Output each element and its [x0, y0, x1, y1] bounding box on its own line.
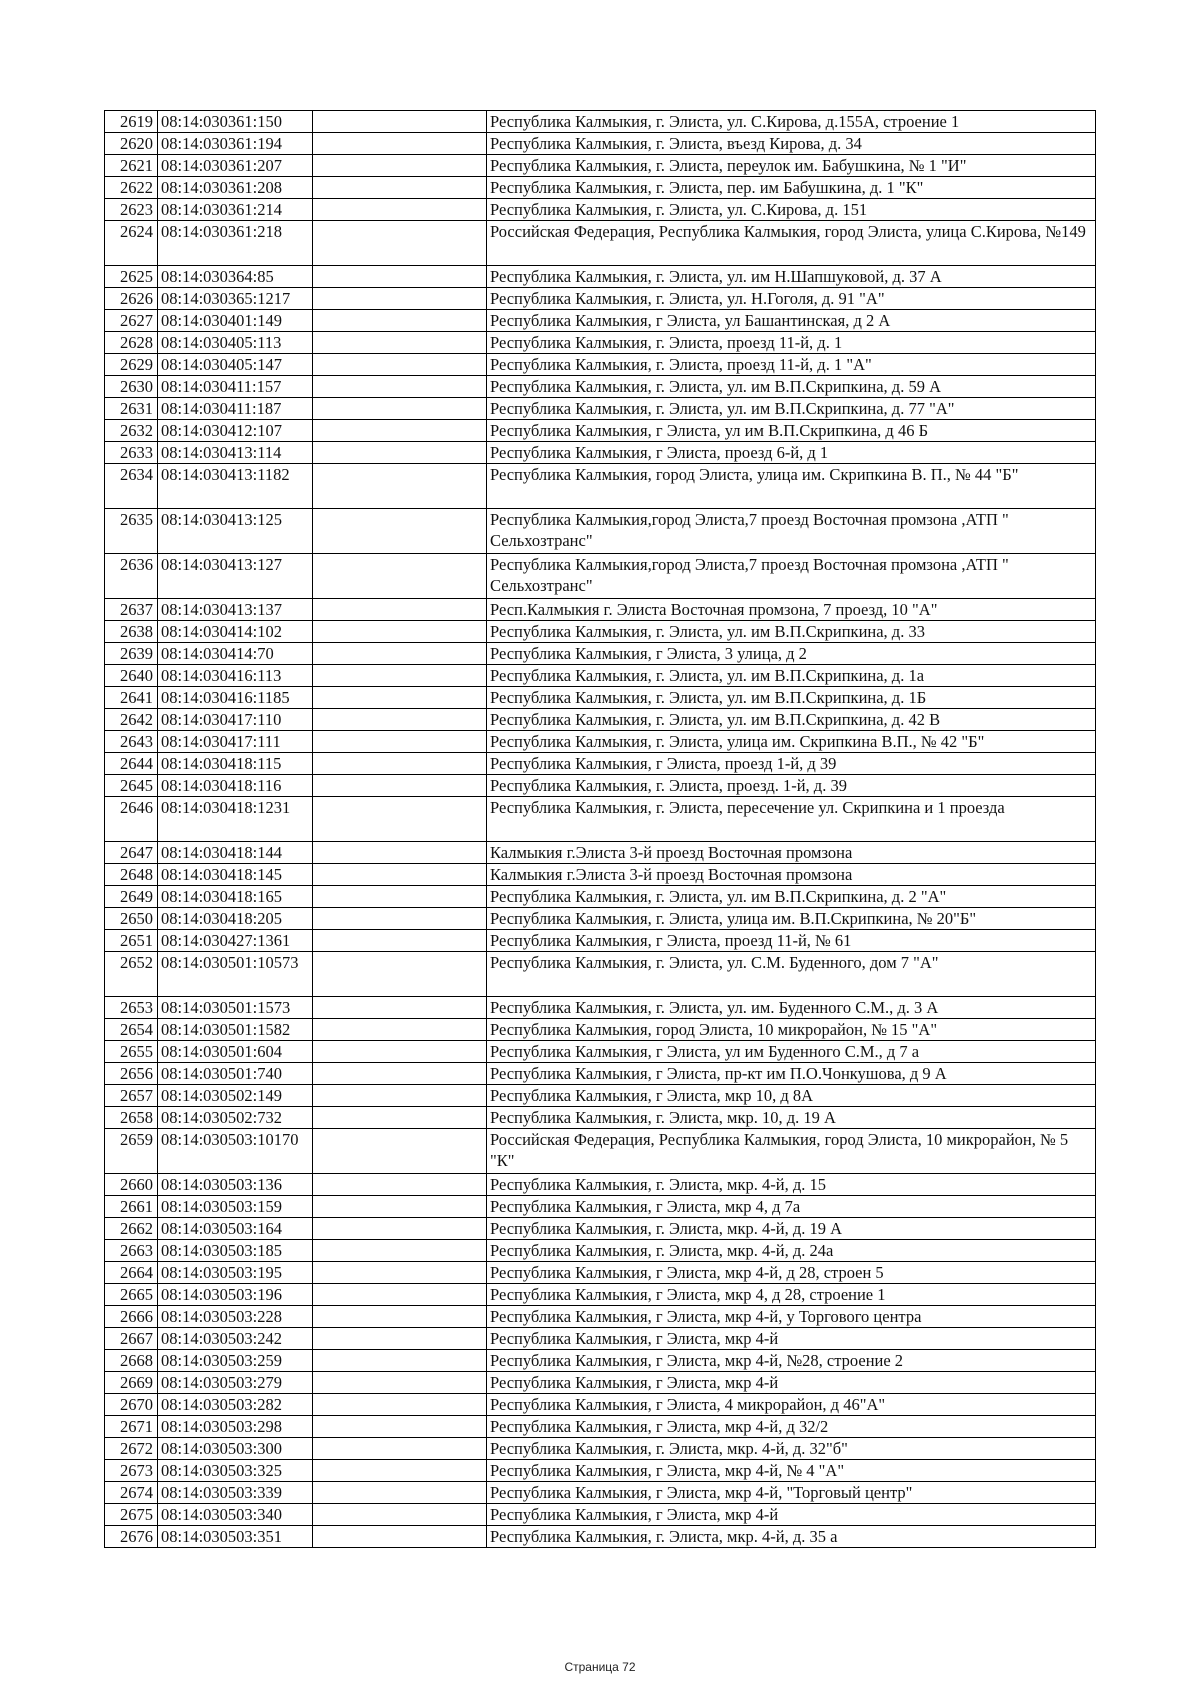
row-number-cell: 2642 — [105, 709, 158, 731]
address-cell: Республика Калмыкия, город Элиста, 10 микрорайон, № 15 "А" — [487, 1019, 1096, 1041]
address-cell: Республика Калмыкия, г Элиста, 3 улица, д 2 — [487, 643, 1096, 665]
row-number-cell: 2633 — [105, 442, 158, 464]
empty-cell — [313, 1085, 487, 1107]
table-row — [105, 464, 1096, 509]
empty-cell — [313, 775, 487, 797]
row-number-cell: 2672 — [105, 1438, 158, 1460]
page-number: Страница 72 — [564, 1660, 636, 1674]
address-cell: Республика Калмыкия, г. Элиста, ул. им В.П.Скрипкина, д. 59 А — [487, 376, 1096, 398]
cadastral-number-cell: 08:14:030413:1182 — [158, 464, 313, 509]
row-number-cell: 2658 — [105, 1107, 158, 1129]
empty-cell — [313, 1196, 487, 1218]
empty-cell — [313, 1460, 487, 1482]
row-number-cell: 2630 — [105, 376, 158, 398]
row-number-cell: 2643 — [105, 731, 158, 753]
row-number-cell: 2636 — [105, 554, 158, 599]
table-row — [105, 1041, 1096, 1063]
row-number-cell: 2676 — [105, 1526, 158, 1548]
table-row — [105, 266, 1096, 288]
table-row — [105, 731, 1096, 753]
address-cell: Республика Калмыкия, город Элиста, улица им. Скрипкина В. П., № 44 "Б" — [487, 464, 1096, 509]
table-row — [105, 1372, 1096, 1394]
cadastral-number-cell: 08:14:030503:185 — [158, 1240, 313, 1262]
cadastral-number-cell: 08:14:030427:1361 — [158, 930, 313, 952]
address-cell: Республика Калмыкия, г. Элиста, ул. С.Кирова, д.155А, строение 1 — [487, 111, 1096, 133]
address-cell: Республика Калмыкия, г Элиста, 4 микрорайон, д 46"А" — [487, 1394, 1096, 1416]
cadastral-number-cell: 08:14:030418:145 — [158, 864, 313, 886]
cadastral-number-cell: 08:14:030503:340 — [158, 1504, 313, 1526]
row-number-cell: 2619 — [105, 111, 158, 133]
address-cell: Республика Калмыкия, г. Элиста, ул. им В.П.Скрипкина, д. 42 В — [487, 709, 1096, 731]
empty-cell — [313, 155, 487, 177]
empty-cell — [313, 1394, 487, 1416]
address-cell: Республика Калмыкия, г Элиста, проезд 1-й, д 39 — [487, 753, 1096, 775]
empty-cell — [313, 1041, 487, 1063]
empty-cell — [313, 687, 487, 709]
cadastral-number-cell: 08:14:030413:137 — [158, 599, 313, 621]
address-cell: Республика Калмыкия, г. Элиста, переулок им. Бабушкина, № 1 "И" — [487, 155, 1096, 177]
empty-cell — [313, 442, 487, 464]
table-row — [105, 621, 1096, 643]
address-cell: Республика Калмыкия, г Элиста, мкр 4-й, д 28, строен 5 — [487, 1262, 1096, 1284]
table-row — [105, 1328, 1096, 1350]
address-cell: Российская Федерация, Республика Калмыкия, город Элиста, улица С.Кирова, №149 — [487, 221, 1096, 266]
row-number-cell: 2659 — [105, 1129, 158, 1174]
table-row — [105, 1019, 1096, 1041]
cadastral-number-cell: 08:14:030503:325 — [158, 1460, 313, 1482]
cadastral-number-cell: 08:14:030405:113 — [158, 332, 313, 354]
address-cell: Республика Калмыкия, г. Элиста, ул. С.М. Буденного, дом 7 "А" — [487, 952, 1096, 997]
cadastral-number-cell: 08:14:030501:1582 — [158, 1019, 313, 1041]
address-cell: Республика Калмыкия, г Элиста, мкр 4-й, №28, строение 2 — [487, 1350, 1096, 1372]
table-row — [105, 177, 1096, 199]
address-cell: Республика Калмыкия, г. Элиста, пер. им Бабушкина, д. 1 "К" — [487, 177, 1096, 199]
cadastral-number-cell: 08:14:030413:125 — [158, 509, 313, 554]
cadastral-number-cell: 08:14:030418:116 — [158, 775, 313, 797]
row-number-cell: 2646 — [105, 797, 158, 842]
address-cell: Республика Калмыкия, г Элиста, мкр 4-й — [487, 1504, 1096, 1526]
address-cell: Республика Калмыкия, г Элиста, пр-кт им П.О.Чонкушова, д 9 А — [487, 1063, 1096, 1085]
address-cell: Республика Калмыкия, г Элиста, мкр 4, д 7а — [487, 1196, 1096, 1218]
row-number-cell: 2623 — [105, 199, 158, 221]
empty-cell — [313, 464, 487, 509]
address-cell: Республика Калмыкия, г. Элиста, мкр. 4-й, д. 32"б" — [487, 1438, 1096, 1460]
empty-cell — [313, 665, 487, 687]
row-number-cell: 2639 — [105, 643, 158, 665]
row-number-cell: 2662 — [105, 1218, 158, 1240]
cadastral-number-cell: 08:14:030417:111 — [158, 731, 313, 753]
address-cell: Республика Калмыкия, г. Элиста, улица им. В.П.Скрипкина, № 20"Б" — [487, 908, 1096, 930]
address-cell: Республика Калмыкия, г. Элиста, проезд 11-й, д. 1 "А" — [487, 354, 1096, 376]
row-number-cell: 2671 — [105, 1416, 158, 1438]
cadastral-number-cell: 08:14:030503:164 — [158, 1218, 313, 1240]
address-cell: Республика Калмыкия,город Элиста,7 проезд Восточная промзона ,АТП " Сельхозтранс" — [487, 509, 1096, 554]
row-number-cell: 2624 — [105, 221, 158, 266]
row-number-cell: 2657 — [105, 1085, 158, 1107]
empty-cell — [313, 398, 487, 420]
row-number-cell: 2667 — [105, 1328, 158, 1350]
empty-cell — [313, 266, 487, 288]
empty-cell — [313, 1416, 487, 1438]
cadastral-number-cell: 08:14:030418:1231 — [158, 797, 313, 842]
registry-table-body — [105, 111, 1096, 1548]
cadastral-number-cell: 08:14:030361:218 — [158, 221, 313, 266]
empty-cell — [313, 111, 487, 133]
empty-cell — [313, 1218, 487, 1240]
row-number-cell: 2641 — [105, 687, 158, 709]
table-row — [105, 886, 1096, 908]
table-row — [105, 1284, 1096, 1306]
table-row — [105, 753, 1096, 775]
row-number-cell: 2649 — [105, 886, 158, 908]
row-number-cell: 2638 — [105, 621, 158, 643]
address-cell: Российская Федерация, Республика Калмыкия, город Элиста, 10 микрорайон, № 5 "К" — [487, 1129, 1096, 1174]
table-row — [105, 797, 1096, 842]
cadastral-number-cell: 08:14:030361:208 — [158, 177, 313, 199]
table-row — [105, 1129, 1096, 1174]
row-number-cell: 2627 — [105, 310, 158, 332]
cadastral-number-cell: 08:14:030503:228 — [158, 1306, 313, 1328]
empty-cell — [313, 133, 487, 155]
cadastral-number-cell: 08:14:030503:339 — [158, 1482, 313, 1504]
empty-cell — [313, 908, 487, 930]
cadastral-number-cell: 08:14:030503:282 — [158, 1394, 313, 1416]
empty-cell — [313, 997, 487, 1019]
row-number-cell: 2644 — [105, 753, 158, 775]
cadastral-number-cell: 08:14:030503:10170 — [158, 1129, 313, 1174]
row-number-cell: 2652 — [105, 952, 158, 997]
address-cell: Республика Калмыкия, г. Элиста, мкр. 4-й, д. 24а — [487, 1240, 1096, 1262]
empty-cell — [313, 199, 487, 221]
empty-cell — [313, 1240, 487, 1262]
row-number-cell: 2651 — [105, 930, 158, 952]
row-number-cell: 2625 — [105, 266, 158, 288]
cadastral-number-cell: 08:14:030503:259 — [158, 1350, 313, 1372]
empty-cell — [313, 731, 487, 753]
cadastral-number-cell: 08:14:030501:740 — [158, 1063, 313, 1085]
empty-cell — [313, 332, 487, 354]
address-cell: Республика Калмыкия, г. Элиста, ул. им. Буденного С.М., д. 3 А — [487, 997, 1096, 1019]
address-cell: Республика Калмыкия, г. Элиста, мкр. 10, д. 19 А — [487, 1107, 1096, 1129]
row-number-cell: 2621 — [105, 155, 158, 177]
empty-cell — [313, 1526, 487, 1548]
empty-cell — [313, 1328, 487, 1350]
table-row — [105, 332, 1096, 354]
address-cell: Республика Калмыкия, г. Элиста, ул. им В.П.Скрипкина, д. 2 "А" — [487, 886, 1096, 908]
cadastral-number-cell: 08:14:030417:110 — [158, 709, 313, 731]
table-row — [105, 1174, 1096, 1196]
empty-cell — [313, 509, 487, 554]
table-row — [105, 554, 1096, 599]
address-cell: Республика Калмыкия,город Элиста,7 проезд Восточная промзона ,АТП " Сельхозтранс" — [487, 554, 1096, 599]
address-cell: Республика Калмыкия, г. Элиста, мкр. 4-й, д. 19 А — [487, 1218, 1096, 1240]
row-number-cell: 2626 — [105, 288, 158, 310]
row-number-cell: 2655 — [105, 1041, 158, 1063]
table-row — [105, 111, 1096, 133]
row-number-cell: 2669 — [105, 1372, 158, 1394]
address-cell: Республика Калмыкия, г Элиста, проезд 11-й, № 61 — [487, 930, 1096, 952]
table-row — [105, 1196, 1096, 1218]
empty-cell — [313, 554, 487, 599]
empty-cell — [313, 930, 487, 952]
cadastral-number-cell: 08:14:030361:194 — [158, 133, 313, 155]
cadastral-number-cell: 08:14:030365:1217 — [158, 288, 313, 310]
address-cell: Республика Калмыкия, г. Элиста, мкр. 4-й, д. 35 а — [487, 1526, 1096, 1548]
empty-cell — [313, 797, 487, 842]
address-cell: Республика Калмыкия, г Элиста, мкр 4-й — [487, 1372, 1096, 1394]
table-row — [105, 1416, 1096, 1438]
address-cell: Республика Калмыкия, г Элиста, ул Башантинская, д 2 А — [487, 310, 1096, 332]
table-row — [105, 1085, 1096, 1107]
row-number-cell: 2656 — [105, 1063, 158, 1085]
table-row — [105, 1107, 1096, 1129]
cadastral-number-cell: 08:14:030418:115 — [158, 753, 313, 775]
row-number-cell: 2666 — [105, 1306, 158, 1328]
empty-cell — [313, 886, 487, 908]
address-cell: Республика Калмыкия, г. Элиста, улица им. Скрипкина В.П., № 42 "Б" — [487, 731, 1096, 753]
address-cell: Республика Калмыкия, г. Элиста, проезд. 1-й, д. 39 — [487, 775, 1096, 797]
cadastral-number-cell: 08:14:030501:604 — [158, 1041, 313, 1063]
cadastral-number-cell: 08:14:030412:107 — [158, 420, 313, 442]
table-row — [105, 354, 1096, 376]
table-row — [105, 155, 1096, 177]
row-number-cell: 2629 — [105, 354, 158, 376]
table-row — [105, 1482, 1096, 1504]
empty-cell — [313, 1372, 487, 1394]
cadastral-number-cell: 08:14:030503:351 — [158, 1526, 313, 1548]
table-row — [105, 509, 1096, 554]
cadastral-number-cell: 08:14:030364:85 — [158, 266, 313, 288]
table-row — [105, 687, 1096, 709]
table-row — [105, 775, 1096, 797]
table-row — [105, 1306, 1096, 1328]
address-cell: Республика Калмыкия, г Элиста, мкр 4-й, № 4 "А" — [487, 1460, 1096, 1482]
empty-cell — [313, 1063, 487, 1085]
row-number-cell: 2650 — [105, 908, 158, 930]
cadastral-number-cell: 08:14:030503:196 — [158, 1284, 313, 1306]
row-number-cell: 2635 — [105, 509, 158, 554]
cadastral-number-cell: 08:14:030503:136 — [158, 1174, 313, 1196]
address-cell: Республика Калмыкия, г. Элиста, проезд 11-й, д. 1 — [487, 332, 1096, 354]
row-number-cell: 2628 — [105, 332, 158, 354]
row-number-cell: 2622 — [105, 177, 158, 199]
row-number-cell: 2668 — [105, 1350, 158, 1372]
address-cell: Республика Калмыкия, г Элиста, мкр 4-й — [487, 1328, 1096, 1350]
empty-cell — [313, 288, 487, 310]
cadastral-number-cell: 08:14:030503:298 — [158, 1416, 313, 1438]
empty-cell — [313, 709, 487, 731]
empty-cell — [313, 864, 487, 886]
table-row — [105, 1526, 1096, 1548]
cadastral-number-cell: 08:14:030361:150 — [158, 111, 313, 133]
empty-cell — [313, 1350, 487, 1372]
table-row — [105, 376, 1096, 398]
table-row — [105, 643, 1096, 665]
table-row — [105, 1460, 1096, 1482]
cadastral-number-cell: 08:14:030503:279 — [158, 1372, 313, 1394]
address-cell: Республика Калмыкия, г Элиста, ул им Буденного С.М., д 7 а — [487, 1041, 1096, 1063]
row-number-cell: 2632 — [105, 420, 158, 442]
address-cell: Республика Калмыкия, г. Элиста, ул. им Н.Шапшуковой, д. 37 А — [487, 266, 1096, 288]
table-row — [105, 908, 1096, 930]
empty-cell — [313, 643, 487, 665]
empty-cell — [313, 1438, 487, 1460]
address-cell: Калмыкия г.Элиста 3-й проезд Восточная промзона — [487, 842, 1096, 864]
empty-cell — [313, 376, 487, 398]
empty-cell — [313, 1306, 487, 1328]
table-row — [105, 420, 1096, 442]
empty-cell — [313, 221, 487, 266]
empty-cell — [313, 1504, 487, 1526]
empty-cell — [313, 310, 487, 332]
cadastral-number-cell: 08:14:030413:127 — [158, 554, 313, 599]
row-number-cell: 2660 — [105, 1174, 158, 1196]
empty-cell — [313, 1482, 487, 1504]
empty-cell — [313, 1262, 487, 1284]
cadastral-number-cell: 08:14:030418:205 — [158, 908, 313, 930]
empty-cell — [313, 1107, 487, 1129]
cadastral-number-cell: 08:14:030503:195 — [158, 1262, 313, 1284]
cadastral-number-cell: 08:14:030503:300 — [158, 1438, 313, 1460]
address-cell: Республика Калмыкия, г Элиста, мкр 4-й, у Торгового центра — [487, 1306, 1096, 1328]
address-cell: Республика Калмыкия, г Элиста, мкр 4, д 28, строение 1 — [487, 1284, 1096, 1306]
row-number-cell: 2665 — [105, 1284, 158, 1306]
empty-cell — [313, 842, 487, 864]
empty-cell — [313, 599, 487, 621]
empty-cell — [313, 1174, 487, 1196]
address-cell: Республика Калмыкия, г Элиста, ул им В.П.Скрипкина, д 46 Б — [487, 420, 1096, 442]
table-row — [105, 665, 1096, 687]
cadastral-number-cell: 08:14:030414:70 — [158, 643, 313, 665]
empty-cell — [313, 354, 487, 376]
registry-table — [104, 110, 1096, 1548]
address-cell: Респ.Калмыкия г. Элиста Восточная промзона, 7 проезд, 10 "А" — [487, 599, 1096, 621]
cadastral-number-cell: 08:14:030501:1573 — [158, 997, 313, 1019]
cadastral-number-cell: 08:14:030405:147 — [158, 354, 313, 376]
empty-cell — [313, 753, 487, 775]
table-row — [105, 599, 1096, 621]
cadastral-number-cell: 08:14:030416:1185 — [158, 687, 313, 709]
cadastral-number-cell: 08:14:030502:732 — [158, 1107, 313, 1129]
table-row — [105, 199, 1096, 221]
table-row — [105, 952, 1096, 997]
cadastral-number-cell: 08:14:030401:149 — [158, 310, 313, 332]
row-number-cell: 2673 — [105, 1460, 158, 1482]
cadastral-number-cell: 08:14:030418:144 — [158, 842, 313, 864]
empty-cell — [313, 621, 487, 643]
table-row — [105, 930, 1096, 952]
table-row — [105, 709, 1096, 731]
row-number-cell: 2647 — [105, 842, 158, 864]
row-number-cell: 2661 — [105, 1196, 158, 1218]
cadastral-number-cell: 08:14:030361:207 — [158, 155, 313, 177]
table-row — [105, 1240, 1096, 1262]
table-row — [105, 997, 1096, 1019]
table-row — [105, 398, 1096, 420]
cadastral-number-cell: 08:14:030418:165 — [158, 886, 313, 908]
empty-cell — [313, 1019, 487, 1041]
row-number-cell: 2634 — [105, 464, 158, 509]
address-cell: Республика Калмыкия, г. Элиста, ул. им В.П.Скрипкина, д. 1Б — [487, 687, 1096, 709]
cadastral-number-cell: 08:14:030503:242 — [158, 1328, 313, 1350]
row-number-cell: 2637 — [105, 599, 158, 621]
row-number-cell: 2675 — [105, 1504, 158, 1526]
row-number-cell: 2645 — [105, 775, 158, 797]
address-cell: Республика Калмыкия, г. Элиста, въезд Кирова, д. 34 — [487, 133, 1096, 155]
cadastral-number-cell: 08:14:030503:159 — [158, 1196, 313, 1218]
empty-cell — [313, 952, 487, 997]
table-row — [105, 1504, 1096, 1526]
table-row — [105, 442, 1096, 464]
address-cell: Республика Калмыкия, г Элиста, мкр 10, д 8А — [487, 1085, 1096, 1107]
row-number-cell: 2663 — [105, 1240, 158, 1262]
cadastral-number-cell: 08:14:030502:149 — [158, 1085, 313, 1107]
table-row — [105, 221, 1096, 266]
address-cell: Республика Калмыкия, г. Элиста, мкр. 4-й, д. 15 — [487, 1174, 1096, 1196]
cadastral-number-cell: 08:14:030416:113 — [158, 665, 313, 687]
cadastral-number-cell: 08:14:030411:187 — [158, 398, 313, 420]
empty-cell — [313, 1129, 487, 1174]
address-cell: Республика Калмыкия, г. Элиста, ул. С.Кирова, д. 151 — [487, 199, 1096, 221]
row-number-cell: 2640 — [105, 665, 158, 687]
empty-cell — [313, 177, 487, 199]
row-number-cell: 2654 — [105, 1019, 158, 1041]
table-row — [105, 1262, 1096, 1284]
table-row — [105, 842, 1096, 864]
address-cell: Республика Калмыкия, г. Элиста, пересечение ул. Скрипкина и 1 проезда — [487, 797, 1096, 842]
table-row — [105, 1350, 1096, 1372]
row-number-cell: 2648 — [105, 864, 158, 886]
row-number-cell: 2674 — [105, 1482, 158, 1504]
table-row — [105, 310, 1096, 332]
empty-cell — [313, 1284, 487, 1306]
address-cell: Республика Калмыкия, г. Элиста, ул. им В.П.Скрипкина, д. 33 — [487, 621, 1096, 643]
address-cell: Республика Калмыкия, г. Элиста, ул. им В.П.Скрипкина, д. 1а — [487, 665, 1096, 687]
table-row — [105, 864, 1096, 886]
address-cell: Республика Калмыкия, г. Элиста, ул. им В.П.Скрипкина, д. 77 "А" — [487, 398, 1096, 420]
row-number-cell: 2670 — [105, 1394, 158, 1416]
row-number-cell: 2620 — [105, 133, 158, 155]
address-cell: Республика Калмыкия, г Элиста, мкр 4-й, "Торговый центр" — [487, 1482, 1096, 1504]
table-row — [105, 1063, 1096, 1085]
row-number-cell: 2664 — [105, 1262, 158, 1284]
cadastral-number-cell: 08:14:030411:157 — [158, 376, 313, 398]
address-cell: Калмыкия г.Элиста 3-й проезд Восточная промзона — [487, 864, 1096, 886]
row-number-cell: 2631 — [105, 398, 158, 420]
table-row — [105, 1438, 1096, 1460]
address-cell: Республика Калмыкия, г. Элиста, ул. Н.Гоголя, д. 91 "А" — [487, 288, 1096, 310]
address-cell: Республика Калмыкия, г Элиста, мкр 4-й, д 32/2 — [487, 1416, 1096, 1438]
cadastral-number-cell: 08:14:030414:102 — [158, 621, 313, 643]
row-number-cell: 2653 — [105, 997, 158, 1019]
table-row — [105, 1394, 1096, 1416]
cadastral-number-cell: 08:14:030413:114 — [158, 442, 313, 464]
cadastral-number-cell: 08:14:030361:214 — [158, 199, 313, 221]
cadastral-number-cell: 08:14:030501:10573 — [158, 952, 313, 997]
table-row — [105, 1218, 1096, 1240]
empty-cell — [313, 420, 487, 442]
table-row — [105, 288, 1096, 310]
address-cell: Республика Калмыкия, г Элиста, проезд 6-й, д 1 — [487, 442, 1096, 464]
table-row — [105, 133, 1096, 155]
